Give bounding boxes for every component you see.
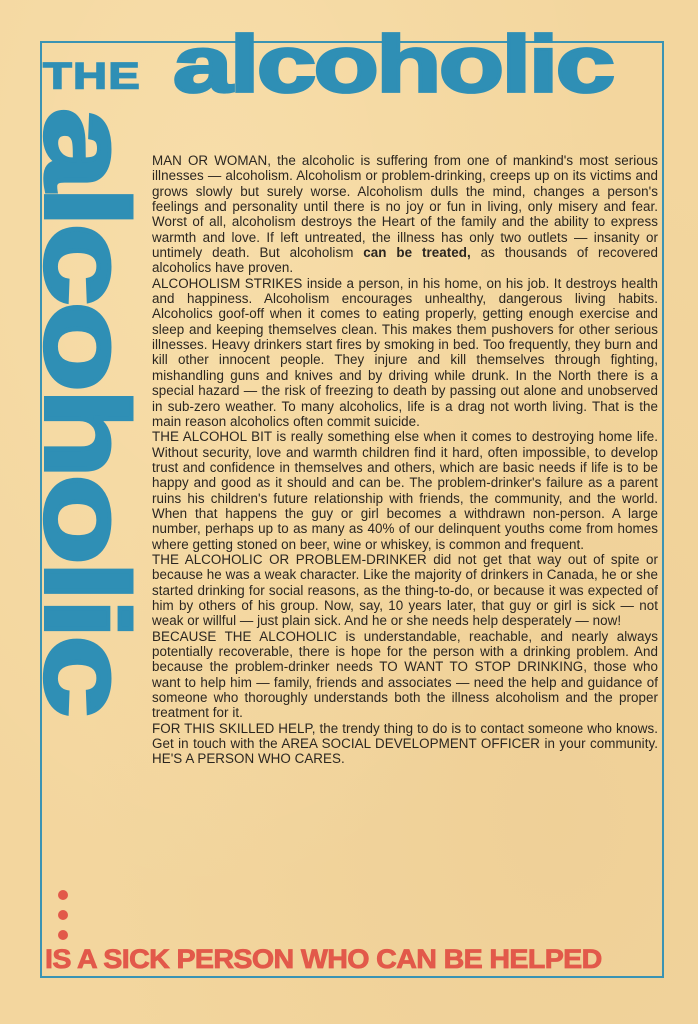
vertical-title — [20, 108, 152, 714]
paragraph-intro-end: as thousands of recovered alcoholics have proven. — [152, 245, 658, 276]
article-body — [152, 153, 658, 767]
paragraph-problem-drinker: THE ALCOHOLIC OR PROBLEM-DRINKER did not get that way out of spite or because he was a weak character. Like the majority of drinkers in Canada, he or she started drinking for social reasons, as the thing-to-do, or because it was expected of him by others of his group. Now, say, 10 years later, that guy or girl is sick — not weak or willful — just plain sick. And he or she needs help desperately — now! — [152, 551, 658, 629]
paragraph-alcohol-bit: THE ALCOHOL BIT is really something else when it comes to destroying home life. Without security, love and warmth children find it hard, often impossible, to develop trust and confidence in themselves and others, which are basic needs if life is to be happy and good as it should and can be. The problem-drinker's failure as a parent ruins his children's future relationship with friends, the community, and the world. When that happens the guy or girl becomes a withdrawn non-person. A large number, perhaps up to as many as 40% of our delinquent youths come from homes where getting stoned on beer, wine or whiskey, is common and frequent. — [152, 429, 658, 552]
paragraph-skilled-help: FOR THIS SKILLED HELP, the trendy thing to do is to contact someone who knows. Get in touch with the AREA SOCIAL DEVELOPMENT OFFICER in your community. HE'S A PERSON WHO CARES. — [152, 720, 658, 767]
paragraph-alcoholism-strikes: ALCOHOLISM STRIKES inside a person, in his home, on his job. It destroys health and happiness. Alcoholism encourages unhealthy, dangerous living habits. Alcoholics goof-off when it comes to eating properly, getting enough exercise and sleep and keeping themselves clean. This makes them pushovers for other serious illnesses. Heavy drinkers start fires by smoking in bed. Too frequently, they burn and kill other innocent people. They injure and kill themselves through fighting, mishandling guns and knives and by driving while drunk. In the North there is a special hazard — the risk of freezing to death by passing out alone and unobserved in sub-zero weather. To many alcoholics, life is a drag not worth living. That is the main reason alcoholics often commit suicide. — [152, 275, 658, 429]
tagline: IS A SICK PERSON WHO CAN BE HELPED — [45, 944, 602, 974]
ellipsis-dots — [58, 890, 68, 950]
paragraph-intro — [152, 153, 658, 276]
paragraph-intro-text: MAN OR WOMAN, the alcoholic is suffering from one of mankind's most serious illnesses — alcoholism. Alcoholism or problem-drinking, creeps up on its victims and grows slowly but surely worse. Alcoholism dulls the mind, changes a person's feelings and personality until there is no joy or fun in living, only misery and fear. Worst of all, alcoholism destroys the Heart of the family and the ability to express warmth and love. If left untreated, the illness has only two outlets — insanity or untimely death. But alcoholism — [152, 153, 658, 261]
title-alcoholic: alcoholic — [173, 19, 613, 109]
title-the: THE — [43, 56, 141, 97]
ellipsis-dot — [58, 930, 68, 940]
ellipsis-dot — [58, 910, 68, 920]
paragraph-because: BECAUSE THE ALCOHOLIC is understandable, reachable, and nearly always potentially recoverable, there is hope for the person with a drinking problem. And because the problem-drinker needs TO WANT TO STOP DRINKING, those who want to help him — family, friends and associates — need the help and guidance of someone who thoroughly understands both the illness alcoholism and the proper treatment for it. — [152, 628, 658, 721]
ellipsis-dot — [58, 890, 68, 900]
emphasis-can-be-treated: can be treated, — [363, 245, 471, 261]
vertical-title-text: alcoholic — [20, 108, 152, 714]
